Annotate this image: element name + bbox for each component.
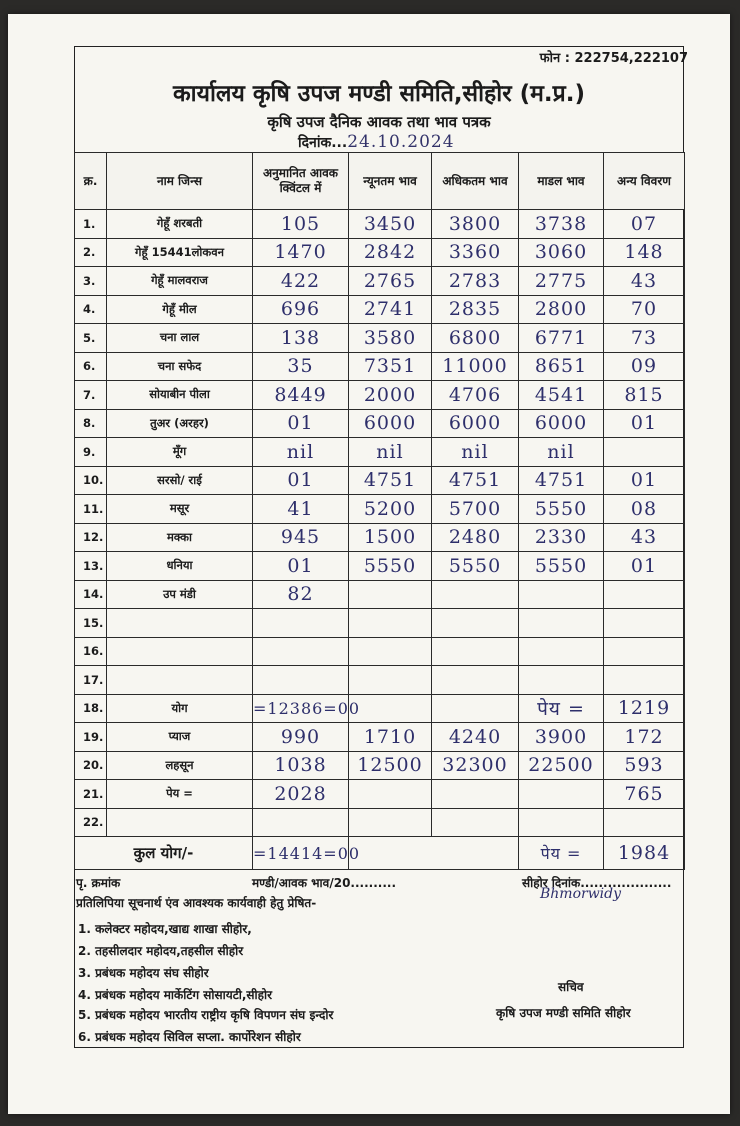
other-detail: 172 (604, 723, 685, 752)
min-price (349, 637, 432, 666)
model-price (519, 780, 604, 809)
other-detail (604, 637, 685, 666)
table-row (75, 637, 685, 666)
max-price: 5700 (432, 495, 519, 524)
other-detail: 43 (604, 523, 685, 552)
other-detail: 43 (604, 267, 685, 296)
max-price (432, 808, 519, 837)
max-price: 32300 (432, 751, 519, 780)
min-price: 12500 (349, 751, 432, 780)
model-price: 5550 (519, 495, 604, 524)
max-price: nil (432, 438, 519, 467)
max-price: 3800 (432, 210, 519, 239)
arrival-qty (253, 666, 349, 695)
col-min-price: न्यूनतम भाव (349, 153, 432, 210)
table-row (75, 694, 685, 723)
commodity-name: गेहूँ मालवराज (107, 267, 253, 296)
report-subtitle: कृषि उपज दैनिक आवक तथा भाव पत्रक (267, 113, 491, 131)
arrival-qty: 35 (253, 352, 349, 381)
price-table (74, 152, 685, 870)
total-model: पेय = (519, 837, 604, 870)
commodity-name (107, 808, 253, 837)
model-price: 2330 (519, 523, 604, 552)
row-serial: 6. (75, 352, 107, 381)
arrival-qty: 138 (253, 324, 349, 353)
arrival-qty: 696 (253, 295, 349, 324)
col-model-price: माडल भाव (519, 153, 604, 210)
min-price: 2741 (349, 295, 432, 324)
commodity-name: धनिया (107, 552, 253, 581)
arrival-qty: 01 (253, 552, 349, 581)
other-detail (604, 666, 685, 695)
min-price (349, 609, 432, 638)
min-price: 5550 (349, 552, 432, 581)
arrival-qty: 01 (253, 409, 349, 438)
row-serial: 13. (75, 552, 107, 581)
min-price: 7351 (349, 352, 432, 381)
table-row (75, 352, 685, 381)
arrival-qty: 945 (253, 523, 349, 552)
phone-numbers: फोन : 222754,222107 (539, 51, 688, 66)
commodity-name: गेहूँ 15441लोकवन (107, 238, 253, 267)
max-price (432, 666, 519, 695)
place-date: सीहोर दिनांक.................... (522, 876, 672, 890)
model-price: पेय = (519, 694, 604, 723)
min-price (349, 780, 432, 809)
arrival-qty: 8449 (253, 381, 349, 410)
table-row (75, 438, 685, 467)
other-detail: 01 (604, 409, 685, 438)
model-price: 8651 (519, 352, 604, 381)
row-serial: 5. (75, 324, 107, 353)
arrival-qty: =12386=00 (253, 694, 349, 723)
commodity-name: पेय = (107, 780, 253, 809)
commodity-name: चना सफेद (107, 352, 253, 381)
row-serial: 12. (75, 523, 107, 552)
row-serial: 20. (75, 751, 107, 780)
max-price (432, 580, 519, 609)
table-row (75, 267, 685, 296)
other-detail (604, 808, 685, 837)
other-detail: 70 (604, 295, 685, 324)
model-price (519, 808, 604, 837)
max-price: 4751 (432, 466, 519, 495)
table-row (75, 495, 685, 524)
office-title: कार्यालय कृषि उपज मण्डी समिति,सीहोर (म.प्र.) (173, 81, 585, 107)
min-price: 1710 (349, 723, 432, 752)
max-price: 6000 (432, 409, 519, 438)
max-price: 11000 (432, 352, 519, 381)
table-row (75, 409, 685, 438)
model-price: 5550 (519, 552, 604, 581)
other-detail: 09 (604, 352, 685, 381)
recipient-4: 4. प्रबंधक महोदय मार्केटिंग सोसायटी,सीहोर (78, 988, 273, 1002)
table-row (75, 381, 685, 410)
min-price (349, 808, 432, 837)
row-serial: 10. (75, 466, 107, 495)
max-price: 5550 (432, 552, 519, 581)
table-row (75, 723, 685, 752)
min-price: 4751 (349, 466, 432, 495)
row-serial: 14. (75, 580, 107, 609)
min-price: 2765 (349, 267, 432, 296)
commodity-name: लहसून (107, 751, 253, 780)
table-body (75, 210, 685, 870)
recipient-5: 5. प्रबंधक महोदय भारतीय राष्ट्रीय कृषि विपणन संघ इन्दोर (78, 1008, 334, 1022)
table-row (75, 666, 685, 695)
model-price (519, 580, 604, 609)
model-price: nil (519, 438, 604, 467)
min-price: 5200 (349, 495, 432, 524)
max-price: 6800 (432, 324, 519, 353)
model-price: 3738 (519, 210, 604, 239)
row-serial: 11. (75, 495, 107, 524)
total-label: कुल योग/- (75, 837, 253, 870)
other-detail (604, 580, 685, 609)
total-other: 1984 (604, 837, 685, 870)
max-price (432, 694, 519, 723)
other-detail: 08 (604, 495, 685, 524)
model-price (519, 637, 604, 666)
col-arrival: अनुमानित आवक क्विंटल में (253, 153, 349, 210)
total-row (75, 837, 685, 870)
row-serial: 9. (75, 438, 107, 467)
other-detail: 593 (604, 751, 685, 780)
table-row (75, 552, 685, 581)
arrival-qty: 82 (253, 580, 349, 609)
min-price: 1500 (349, 523, 432, 552)
col-commodity: नाम जिन्स (107, 153, 253, 210)
arrival-qty: 1470 (253, 238, 349, 267)
arrival-qty: 990 (253, 723, 349, 752)
other-detail (604, 438, 685, 467)
arrival-qty (253, 808, 349, 837)
arrival-qty: 1038 (253, 751, 349, 780)
row-serial: 8. (75, 409, 107, 438)
commodity-name: मूँग (107, 438, 253, 467)
copy-note: प्रतिलिपिया सूचनार्थ एंव आवश्यक कार्यवाही हेतु प्रेषित- (76, 896, 317, 910)
commodity-name: सरसो/ राई (107, 466, 253, 495)
other-detail: 73 (604, 324, 685, 353)
max-price: 4240 (432, 723, 519, 752)
row-serial: 16. (75, 637, 107, 666)
model-price (519, 666, 604, 695)
model-price: 3060 (519, 238, 604, 267)
arrival-qty: nil (253, 438, 349, 467)
min-price: 2842 (349, 238, 432, 267)
row-serial: 7. (75, 381, 107, 410)
commodity-name: योग (107, 694, 253, 723)
other-detail (604, 609, 685, 638)
table-row (75, 580, 685, 609)
min-price: 3450 (349, 210, 432, 239)
arrival-qty: 422 (253, 267, 349, 296)
col-other: अन्य विवरण (604, 153, 685, 210)
table-row (75, 210, 685, 239)
secretary-title: सचिव (558, 980, 584, 994)
max-price: 2835 (432, 295, 519, 324)
arrival-qty: 2028 (253, 780, 349, 809)
table-row (75, 324, 685, 353)
other-detail: 1219 (604, 694, 685, 723)
table-row (75, 295, 685, 324)
max-price (432, 609, 519, 638)
max-price: 4706 (432, 381, 519, 410)
office-name: कृषि उपज मण्डी समिति सीहोर (496, 1006, 631, 1020)
table-row (75, 238, 685, 267)
model-price: 6771 (519, 324, 604, 353)
model-price: 22500 (519, 751, 604, 780)
col-max-price: अधिकतम भाव (432, 153, 519, 210)
max-price: 2480 (432, 523, 519, 552)
row-serial: 17. (75, 666, 107, 695)
arrival-qty: 105 (253, 210, 349, 239)
reference-label: पृ. क्रमांक (76, 876, 121, 890)
min-price: 6000 (349, 409, 432, 438)
table-row (75, 609, 685, 638)
recipient-6: 6. प्रबंधक महोदय सिविल सप्ला. कार्पोरेशन सीहोर (78, 1030, 301, 1044)
min-price: 3580 (349, 324, 432, 353)
reference-number: मण्डी/आवक भाव/20.......... (252, 876, 397, 890)
other-detail: 765 (604, 780, 685, 809)
other-detail: 01 (604, 466, 685, 495)
commodity-name: चना लाल (107, 324, 253, 353)
total-value: =14414=00 (253, 837, 349, 870)
row-serial: 21. (75, 780, 107, 809)
table-row (75, 751, 685, 780)
max-price: 3360 (432, 238, 519, 267)
recipient-2: 2. तहसीलदार महोदय,तहसील सीहोर (78, 944, 244, 958)
model-price: 4541 (519, 381, 604, 410)
min-price: nil (349, 438, 432, 467)
other-detail: 01 (604, 552, 685, 581)
table-row (75, 466, 685, 495)
total-empty (349, 837, 519, 870)
min-price (349, 666, 432, 695)
arrival-qty (253, 609, 349, 638)
max-price: 2783 (432, 267, 519, 296)
commodity-name (107, 666, 253, 695)
min-price: 2000 (349, 381, 432, 410)
commodity-name: मसूर (107, 495, 253, 524)
commodity-name (107, 609, 253, 638)
other-detail: 148 (604, 238, 685, 267)
recipient-1: 1. कलेक्टर महोदय,खाद्य शाखा सीहोर, (78, 922, 252, 936)
model-price: 3900 (519, 723, 604, 752)
other-detail: 815 (604, 381, 685, 410)
table-row (75, 808, 685, 837)
min-price (349, 580, 432, 609)
max-price (432, 780, 519, 809)
commodity-name: मक्का (107, 523, 253, 552)
commodity-name: सोयाबीन पीला (107, 381, 253, 410)
row-serial: 1. (75, 210, 107, 239)
commodity-name: गेहूँ शरबती (107, 210, 253, 239)
model-price: 4751 (519, 466, 604, 495)
row-serial: 4. (75, 295, 107, 324)
signature: Bhmorwidy (540, 886, 622, 902)
date-label: दिनांक (298, 135, 332, 151)
row-serial: 2. (75, 238, 107, 267)
commodity-name: उप मंडी (107, 580, 253, 609)
model-price (519, 609, 604, 638)
min-price (349, 694, 432, 723)
commodity-name: गेहूँ मील (107, 295, 253, 324)
other-detail: 07 (604, 210, 685, 239)
max-price (432, 637, 519, 666)
row-serial: 15. (75, 609, 107, 638)
model-price: 2775 (519, 267, 604, 296)
date-line: दिनांक...24.10.2024 (298, 132, 455, 152)
table-row (75, 523, 685, 552)
commodity-name (107, 637, 253, 666)
table-header-row (75, 153, 685, 210)
date-value: 24.10.2024 (347, 132, 455, 152)
row-serial: 18. (75, 694, 107, 723)
model-price: 2800 (519, 295, 604, 324)
row-serial: 19. (75, 723, 107, 752)
col-serial: क्र. (75, 153, 107, 210)
commodity-name: प्याज (107, 723, 253, 752)
row-serial: 22. (75, 808, 107, 837)
arrival-qty: 41 (253, 495, 349, 524)
table-row (75, 780, 685, 809)
arrival-qty: 01 (253, 466, 349, 495)
recipient-3: 3. प्रबंधक महोदय संघ सीहोर (78, 966, 209, 980)
arrival-qty (253, 637, 349, 666)
commodity-name: तुअर (अरहर) (107, 409, 253, 438)
model-price: 6000 (519, 409, 604, 438)
row-serial: 3. (75, 267, 107, 296)
